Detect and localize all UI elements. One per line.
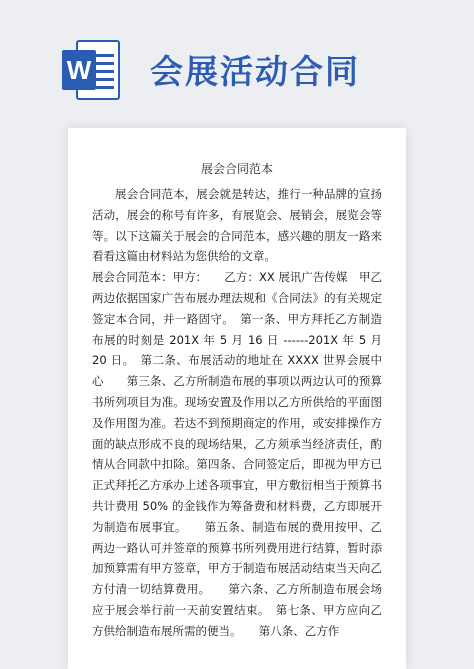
- banner-title: 会展活动合同: [150, 52, 360, 91]
- document-page: [68, 128, 406, 669]
- intro-paragraph: 展会合同范本，展会就是转达，推行一种品牌的宣扬活动，展会的称号有许多，有展览会、展销会，展览会等等。以下这篇关于展会的合同范本，感兴趣的朋友一路来看看这篇由材料站为您供给的文章。: [92, 187, 382, 264]
- contract-body-paragraph: 展会合同范本：甲方： 乙方：XX 展讯广告传媒 甲乙两边依据国家广告布展办理法规和《合同法》的有关规定签定本合同，并一路固守。 第一条、甲方拜托乙方制造布展的时刻是 201X 年 5 月 16 日 ------201X 年 5 月 20 日。 第二条、布展活动的地址在 XXXX 世界会展中心 第三条、乙方所制造布展的事项以两边认可的预算书所列项目为准。现场安置及作用以乙方所供给的平面图及作用图为准。若达不到预期商定的作用，或安排操作方面的缺点形成不良的现场结果，乙方须承当经济责任，酌情从合同款中扣除。第四条、合同签定后，即视为甲方已正式拜托乙方承办上述各项事宜，甲方敷衍相当于预算书共计费用 50% 的金钱作为筹备费和材料费，乙方即展开为制造布展事宜。 第五条、制造布展的费用按甲、乙两边一路认可并签章的预算书所列费用进行结算，暂时添加预算需有甲方签章，甲方于制造布展活动结束当天向乙方付清一切结算费用。 第六条、乙方所制造布展会场应于展会举行前一天前安置结束。 第七条、甲方应向乙方供给制造布展所需的便当。 第八条、乙方作: [92, 270, 382, 638]
- word-badge: W: [62, 50, 96, 90]
- document-banner: [0, 0, 474, 120]
- document-body: [92, 184, 382, 642]
- document-title: 展会合同范本: [200, 162, 273, 176]
- word-document-icon: [62, 40, 122, 102]
